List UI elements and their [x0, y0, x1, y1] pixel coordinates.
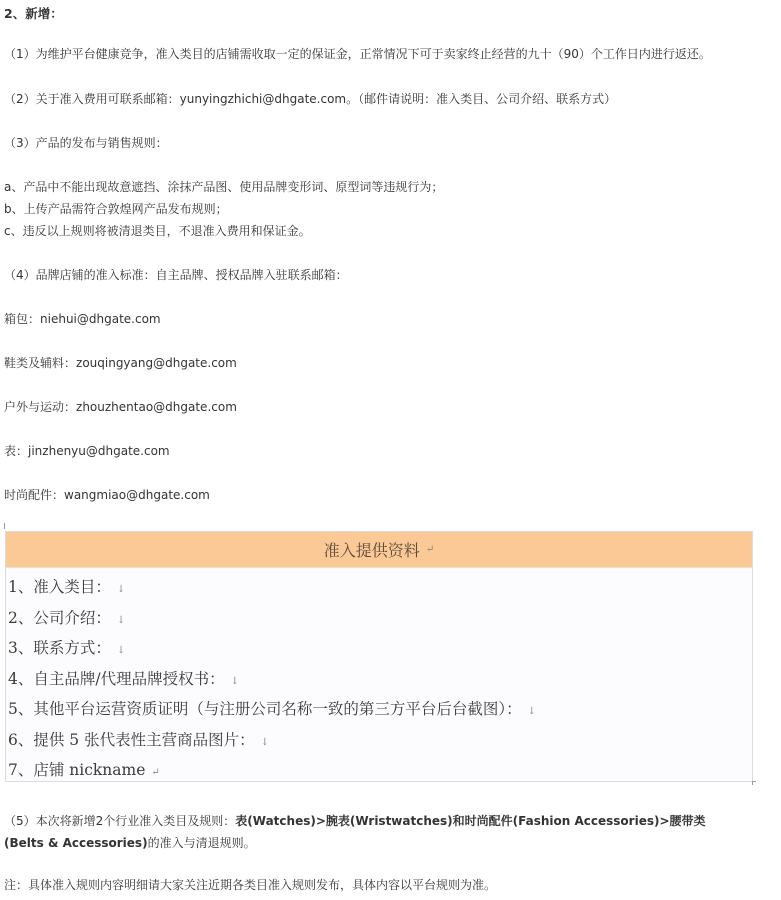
down-arrow-icon: ↓ [230, 675, 239, 687]
paragraph-new-categories [4, 810, 744, 854]
note-text: 注：具体准入规则内容明细请大家关注近期各类目准入规则发布，具体内容以平台规则为准。 [4, 878, 497, 892]
contact-category: 鞋类及辅料： [4, 356, 77, 370]
table-header-title: 准入提供资料 [323, 541, 420, 560]
return-mark-icon: ↵ [151, 767, 160, 778]
table-row [6, 694, 752, 725]
section-heading: 2、新增： [4, 6, 63, 21]
return-mark-icon: ↵ [425, 544, 435, 555]
contact-email[interactable]: zouqingyang@dhgate.com [76, 356, 237, 370]
row-text: 1、准入类目： [8, 578, 111, 596]
row-text: 6、提供 5 张代表性主营商品图片： [8, 730, 255, 749]
down-arrow-icon: ↓ [527, 706, 537, 717]
contact-category: 时尚配件： [4, 488, 65, 502]
contact-email[interactable]: niehui@dhgate.com [40, 312, 161, 326]
row-text: 7、店铺 nickname [8, 761, 146, 779]
contact-email[interactable]: zhouzhentao@dhgate.com [76, 400, 237, 414]
paragraph-deposit: （1）为维护平台健康竞争，准入类目的店铺需收取一定的保证金，正常情况下可于卖家终止经营的九十（90）个工作日内进行返还。 [4, 47, 711, 61]
new-categories-suffix: 的准入与清退规则。 [147, 836, 256, 850]
contact-bags [4, 311, 161, 327]
down-arrow-icon: ↓ [260, 736, 269, 748]
paragraph-brand-standard: （4）品牌店铺的准入标准：自主品牌、授权品牌入驻联系邮箱： [4, 268, 348, 282]
row-text: 5、其他平台运营资质证明（与注册公司名称一致的第三方平台后台截图）： [8, 700, 522, 718]
crop-mark-icon [752, 781, 756, 785]
contact-category: 表： [4, 444, 29, 458]
table-row [6, 725, 752, 756]
requirements-table-image [5, 531, 753, 782]
table-row [6, 633, 752, 664]
table-body [6, 568, 752, 786]
table-row [6, 664, 752, 695]
contact-outdoor [4, 399, 237, 415]
row-text: 3、联系方式： [8, 639, 111, 657]
down-arrow-icon: ↓ [116, 614, 126, 626]
table-row [6, 603, 752, 634]
table-row [6, 755, 752, 786]
down-arrow-icon: ↓ [116, 584, 126, 595]
rule-item-c: c、违反以上规则将被清退类目，不退准入费用和保证金。 [4, 224, 311, 238]
contact-email[interactable]: jinzhenyu@dhgate.com [28, 444, 170, 458]
crop-mark-icon [4, 523, 5, 529]
contact-category: 箱包： [4, 312, 41, 326]
row-text: 2、公司介绍： [8, 608, 111, 627]
contact-shoes [4, 355, 237, 371]
new-categories-list: 表(Watches)>腕表(Wristwatches)和时尚配件(Fashion Accessories)>腰带类(Belts & Accessories) [4, 814, 706, 850]
contact-watches [4, 443, 170, 459]
row-text: 4、自主品牌/代理品牌授权书： [8, 669, 225, 688]
rule-item-b: b、上传产品需符合敦煌网产品发布规则； [4, 202, 228, 216]
contact-category: 户外与运动： [4, 400, 77, 414]
table-header [6, 532, 752, 568]
paragraph-publish-rules: （3）产品的发布与销售规则： [4, 136, 168, 150]
contact-email[interactable]: wangmiao@dhgate.com [64, 488, 210, 502]
contact-fashion [4, 487, 210, 503]
rule-item-a: a、产品中不能出现故意遮挡、涂抹产品图、使用品牌变形词、原型词等违规行为； [4, 180, 444, 194]
table-row [6, 572, 752, 603]
new-categories-prefix: （5）本次将新增2个行业准入类目及规则： [4, 814, 236, 828]
paragraph-fee-contact: （2）关于准入费用可联系邮箱：yunyingzhichi@dhgate.com。（邮件请说明：准入类目、公司介绍、联系方式） [4, 92, 617, 106]
down-arrow-icon: ↓ [116, 645, 126, 656]
